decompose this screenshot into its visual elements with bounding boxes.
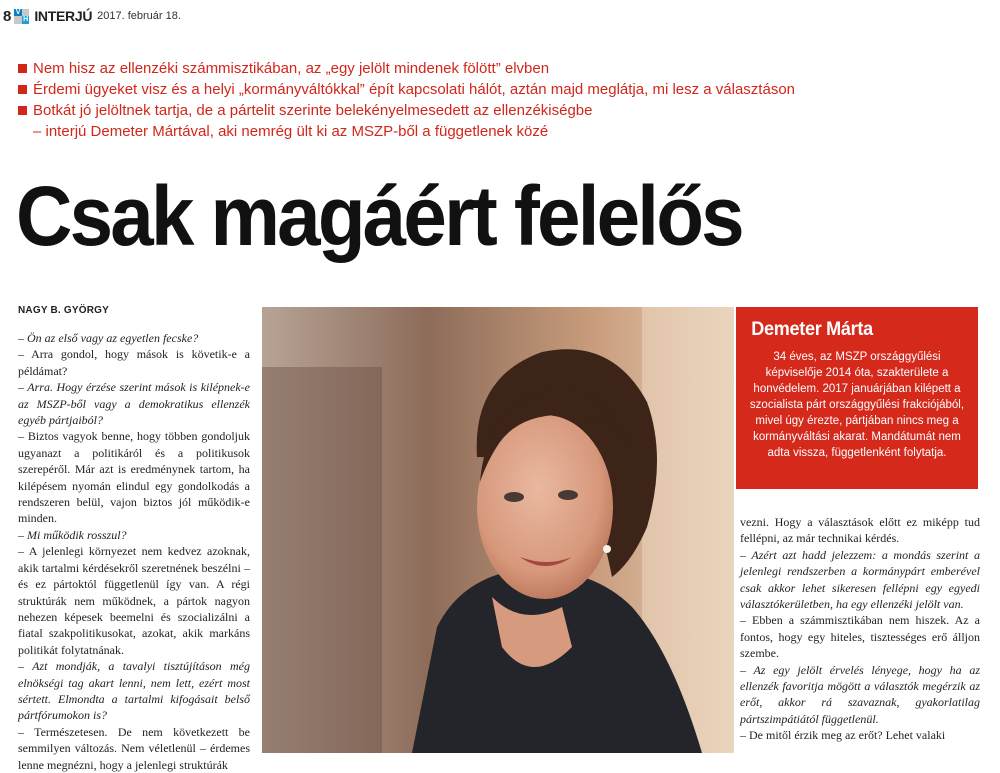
interview-question: – Azt mondják, a tavalyi tisztújításon még elnökségi tag akart lenni, nem lett, ezért most sértett. Elmondta a tartalmi kifogásait belső pártfórumokon is? [18, 659, 250, 723]
interview-question: – Ön az első vagy az egyetlen fecske? [18, 331, 199, 345]
profile-name: Demeter Márta [751, 319, 873, 340]
page-number: 8 [3, 7, 12, 25]
interview-answer: – A jelenlegi környezet nem kedvez azoknak, akik tartalmi kérdésekről szeretnének beszélni – és ez pártoktól függetlenül így van. A régi struktúrák nem működnek, a pártok nagyon nehezen képesek beemelni és szocializálni a fiatal szakpolitikusokat, azokat, akik markáns politikát folytatnának. [18, 544, 250, 657]
interview-answer: – Arra gondol, hogy mások is követik-e a példámat? [18, 347, 250, 378]
lead-bullet: Nem hisz az ellenzéki számmisztikában, az „egy jelölt mindenek fölött” elvben [18, 58, 918, 79]
interview-question: – Azért azt hadd jelezzem: a mondás szerint a jelenlegi rendszerben a kormánypárt emberével csak akkor lehet sikeresen fellépni egy egyedi választókerületben, ha egy ellenzéki jelölt van. [740, 547, 980, 612]
issue-date: 2017. február 18. [97, 10, 181, 22]
article-column-1 [18, 330, 250, 773]
bullet-square-icon [18, 64, 27, 73]
profile-text: 34 éves, az MSZP országgyűlési képviselője 2014 óta, szakterülete a honvédelem. 2017 januárjában kilépett a szocialista párt országgyűlési frakciójából, mivel úgy érezte, pártjában nincs meg a kormányváltási akarat. Mandátumát nem adta vissza, függetlenként folytatja. [749, 351, 965, 459]
bullet-square-icon [18, 106, 27, 115]
lead-bullet-continuation: – interjú Demeter Mártával, aki nemrég ült ki az MSZP-ből a függetlenek közé [33, 123, 549, 140]
interview-answer: vezni. Hogy a választások előtt ez miképp tud fellépni, az már technikai kérdés. [740, 515, 980, 546]
section-title: INTERJÚ [34, 8, 93, 24]
lead-bullet: Érdemi ügyeket visz és a helyi „kormányváltókkal” épít kapcsolati hálót, aztán majd meglátja, mi lesz a választáson [18, 79, 918, 100]
interview-answer: – Természetesen. De nem következett be semmilyen változás. Nem véletlenül – érdemes lenne megnézni, hogy a jelenlegi struktúrák [18, 724, 250, 772]
interview-question: – Mi működik rosszul? [18, 527, 127, 542]
publication-logo: V H [15, 8, 29, 23]
lead-bullet: Botkát jó jelöltnek tartja, de a pártelit szerinte belekényelmesedett az ellenzékiségbe [18, 100, 918, 121]
interview-question: – Az egy jelölt érvelés lényege, hogy ha az ellenzék favoritja mögött a választók megérzik az erőt, akkor rá szavaznak, gyakorlatilag pártszimpátiától függetlenül. [740, 662, 980, 726]
interview-answer: – Biztos vagyok benne, hogy többen gondoljuk ugyanazt a politikáról és a politikusok szerepéről. Már azt is eredménynek tartom, ha kilépésem nyomán elindul egy gondolkodás a rendszeren belül, vajon biztos jól működik-e minden. [18, 429, 250, 526]
interview-question: – Arra. Hogy érzése szerint mások is kilépnek-e az MSZP-ből vagy a demokratikus ellenzék egyéb pártjaiból? [18, 380, 250, 428]
bullet-square-icon [18, 85, 27, 94]
portrait-photo [262, 307, 734, 753]
profile-box [736, 307, 978, 489]
interview-answer: – De mitől érzik meg az erőt? Lehet valaki [740, 728, 946, 743]
byline: NAGY B. GYÖRGY [18, 305, 109, 316]
article-column-2 [740, 514, 980, 744]
page-header [3, 6, 181, 26]
lead-bullets [18, 58, 918, 142]
article-headline: Csak magáért felelős [16, 169, 742, 263]
interview-answer: – Ebben a számmisztikában nem hiszek. Az a fontos, hogy egy hiteles, tisztességes erő álljon szembe. [740, 613, 980, 661]
